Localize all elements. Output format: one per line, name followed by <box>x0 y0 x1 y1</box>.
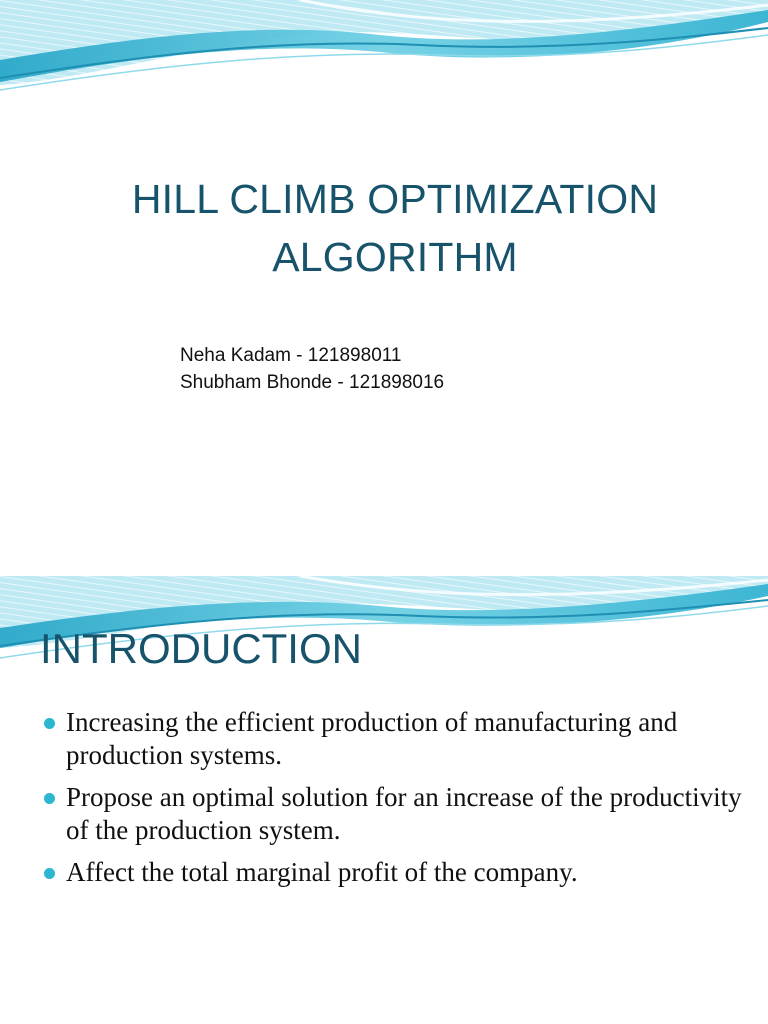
author-line: Shubham Bhonde - 121898016 <box>180 372 445 393</box>
list-item <box>44 781 744 847</box>
bullet-icon <box>44 868 55 879</box>
author-line: Neha Kadam - 121898011 <box>180 345 402 366</box>
slide-heading: INTRODUCTION <box>40 625 362 672</box>
list-item <box>44 706 744 772</box>
bullet-icon <box>44 793 55 804</box>
author-list <box>180 342 444 396</box>
bullet-text: Increasing the efficient production of manufacturing and production systems. <box>66 707 678 770</box>
bullet-icon <box>44 718 55 729</box>
introduction-slide <box>0 576 768 1024</box>
wave-banner-decoration <box>0 0 768 110</box>
list-item <box>44 856 744 889</box>
presentation-title <box>0 170 768 286</box>
bullet-text: Affect the total marginal profit of the company. <box>66 857 578 887</box>
bullet-list <box>44 706 744 898</box>
title-line: ALGORITHM <box>272 234 518 280</box>
title-line: HILL CLIMB OPTIMIZATION <box>131 176 659 222</box>
bullet-text: Propose an optimal solution for an increase of the productivity of the production system. <box>66 782 742 845</box>
